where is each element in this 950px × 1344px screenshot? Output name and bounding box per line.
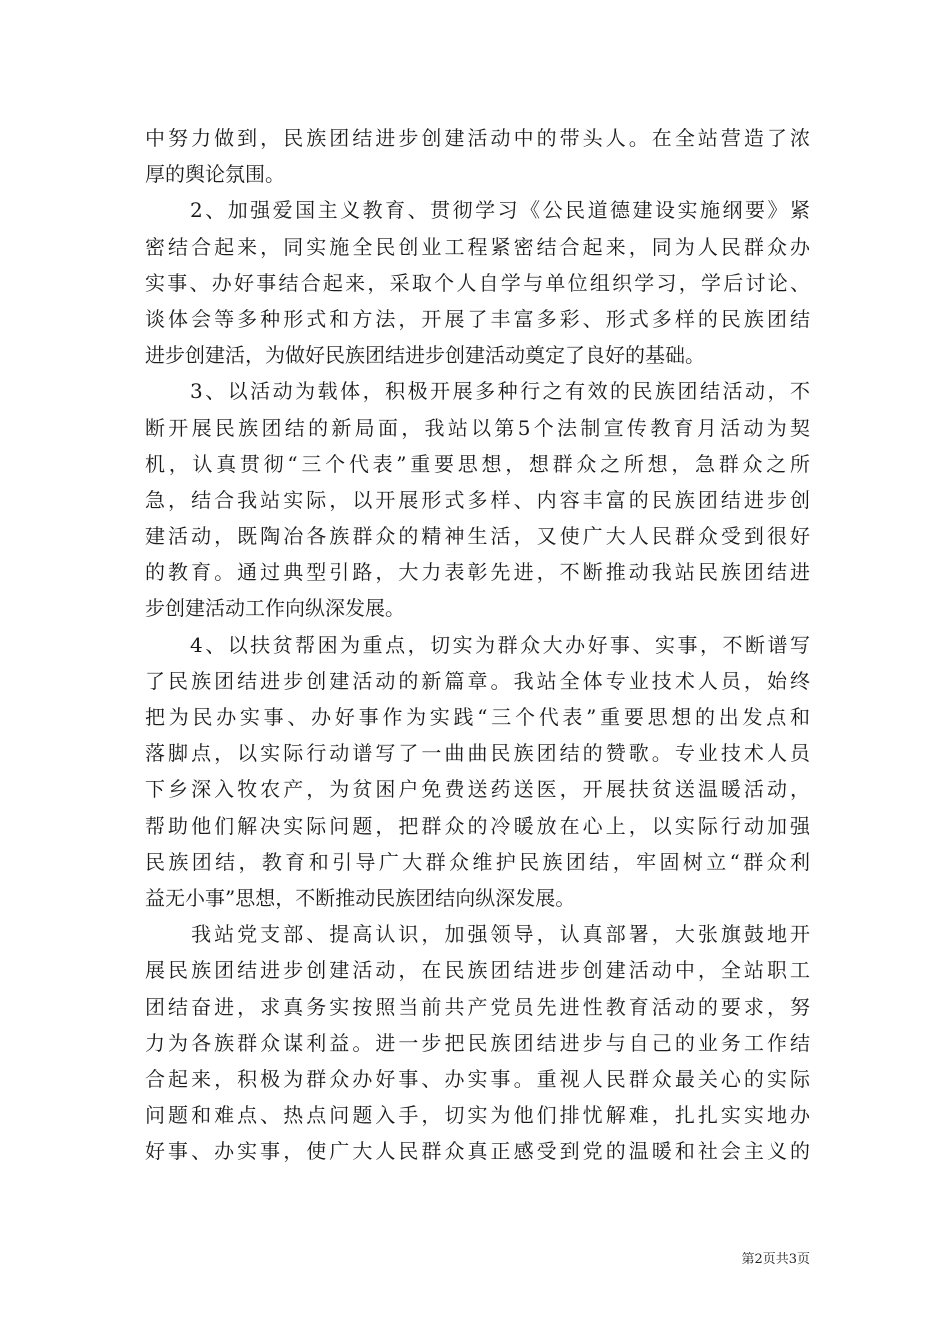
text-line: 益无小事”思想，不断推动民族团结向纵深发展。 [145,885,576,910]
text-line: 展民族团结进步创建活动，在民族团结进步创建活动中，全站职工 [145,958,810,983]
text-line: 帮助他们解决实际问题，把群众的冷暖放在心上，以实际行动加强 [145,813,810,838]
text-line: 合起来，积极为群众办好事、办实事。重视人民群众最关心的实际 [145,1066,810,1091]
text-line: 2、加强爱国主义教育、贯彻学习《公民道德建设实施纲要》紧 [145,198,810,223]
text-line: 力为各族群众谋利益。进一步把民族团结进步与自己的业务工作结 [145,1030,810,1055]
text-line: 实事、办好事结合起来，采取个人自学与单位组织学习，学后讨论、 [145,270,810,295]
text-line: 团结奋进，求真务实按照当前共产党员先进性教育活动的要求，努 [145,994,810,1019]
body-text [145,120,810,1169]
text-line: 问题和难点、热点问题入手，切实为他们排忧解难，扎扎实实地办 [145,1103,810,1128]
text-line: 步创建活动工作向纵深发展。 [145,596,405,621]
text-line: 了民族团结进步创建活动的新篇章。我站全体专业技术人员，始终 [145,668,810,693]
text-line: 进步创建活，为做好民族团结进步创建活动奠定了良好的基础。 [145,343,705,368]
text-line: 的教育。通过典型引路，大力表彰先进，不断推动我站民族团结进 [145,560,810,585]
text-line: 密结合起来，同实施全民创业工程紧密结合起来，同为人民群众办 [145,234,810,259]
text-line: 4、以扶贫帮困为重点，切实为群众大办好事、实事，不断谱写 [145,632,810,657]
text-line: 下乡深入牧农产，为贫困户免费送药送医，开展扶贫送温暖活动， [145,777,810,802]
text-line: 厚的舆论氛围。 [145,162,285,187]
text-line: 我站党支部、提高认识，加强领导，认真部署，大张旗鼓地开 [145,922,810,947]
text-line: 民族团结，教育和引导广大群众维护民族团结，牢固树立“群众利 [145,849,810,874]
text-line: 机，认真贯彻“三个代表”重要思想，想群众之所想，急群众之所 [145,451,810,476]
text-line: 急，结合我站实际，以开展形式多样、内容丰富的民族团结进步创 [145,487,810,512]
text-line: 中努力做到，民族团结进步创建活动中的带头人。在全站营造了浓 [145,126,810,150]
text-line: 好事、办实事，使广大人民群众真正感受到党的温暖和社会主义的 [145,1139,810,1164]
page-number: 第2页共3页 [741,1252,810,1267]
text-line: 把为民办实事、办好事作为实践“三个代表”重要思想的出发点和 [145,705,810,729]
text-line: 落脚点，以实际行动谱写了一曲曲民族团结的赞歌。专业技术人员 [145,741,810,766]
text-line: 断开展民族团结的新局面，我站以第5个法制宣传教育月活动为契 [145,415,810,440]
text-line: 谈体会等多种形式和方法，开展了丰富多彩、形式多样的民族团结 [145,306,810,331]
text-line: 3、以活动为载体，积极开展多种行之有效的民族团结活动，不 [145,379,810,404]
text-line: 建活动，既陶冶各族群众的精神生活，又使广大人民群众受到很好 [145,524,810,549]
